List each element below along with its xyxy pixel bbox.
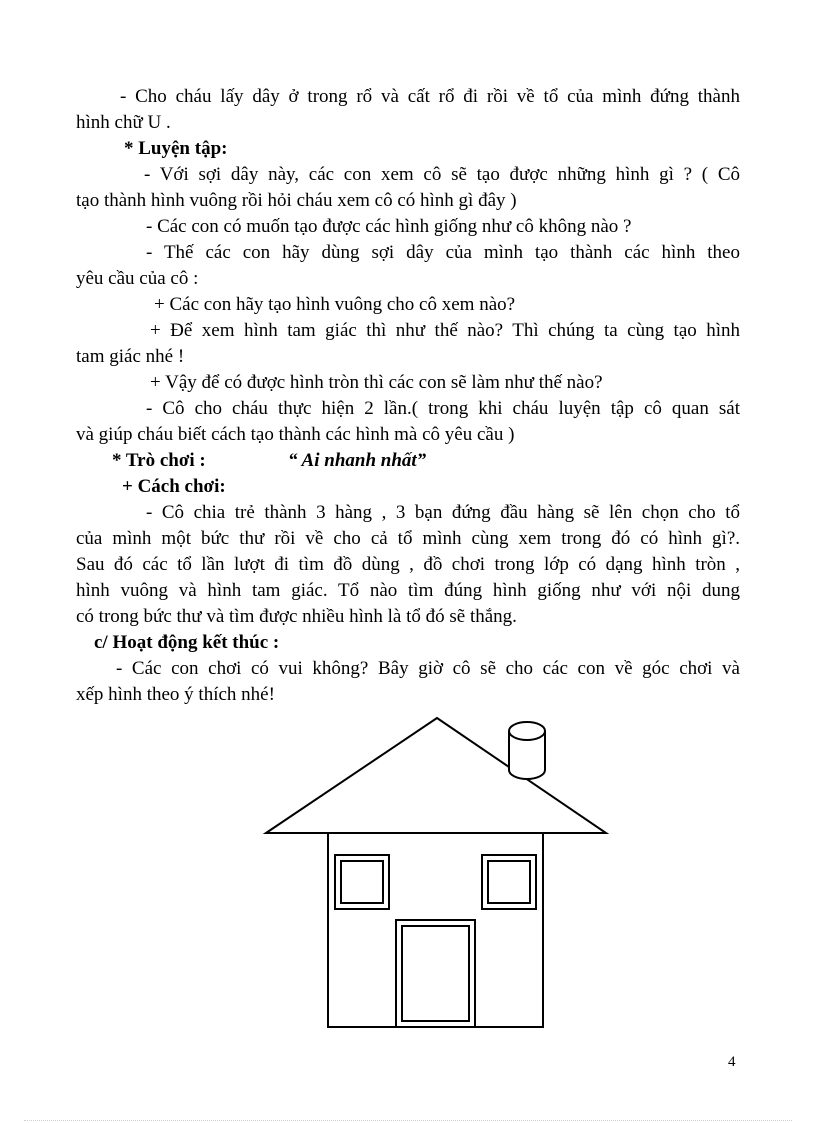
page-number: 4 (728, 1054, 736, 1070)
paragraph-line: của mình một bức thư rồi về cho cả tổ mình cùng xem trong đó có hình gì?. (76, 528, 740, 549)
paragraph-line: + Để xem hình tam giác thì như thế nào? Thì chúng ta cùng tạo hình (150, 320, 740, 341)
paragraph-line: có trong bức thư và tìm được nhiều hình là tổ đó sẽ thắng. (76, 606, 517, 627)
paragraph-line: - Thế các con hãy dùng sợi dây của mình tạo thành các hình theo (146, 242, 740, 263)
paragraph-line: yêu cầu của cô : (76, 268, 199, 289)
paragraph-line: hình vuông và hình tam giác. Tổ nào tìm đúng hình giống như với nội dung (76, 580, 740, 601)
house-window-right-inner (488, 861, 530, 903)
paragraph-line: - Với sợi dây này, các con xem cô sẽ tạo được những hình gì ? ( Cô (144, 164, 740, 185)
paragraph-line: + Vậy để có được hình tròn thì các con sẽ làm như thế nào? (150, 372, 603, 393)
house-roof (266, 718, 606, 833)
paragraph-line: tam giác nhé ! (76, 346, 185, 367)
paragraph-line: - Cô cho cháu thực hiện 2 lần.( trong khi cháu luyện tập cô quan sát (146, 398, 740, 419)
section-heading-hoat-dong-ket-thuc: c/ Hoạt động kết thúc : (94, 632, 280, 653)
subheading-cach-choi: + Cách chơi: (122, 476, 226, 497)
footer-divider (24, 1120, 792, 1121)
paragraph-line: - Cô chia trẻ thành 3 hàng , 3 bạn đứng đầu hàng sẽ lên chọn cho tổ (146, 502, 740, 523)
section-heading-tro-choi: * Trò chơi : (112, 450, 206, 471)
paragraph-line: - Các con có muốn tạo được các hình giống như cô không nào ? (146, 216, 632, 237)
paragraph-line: và giúp cháu biết cách tạo thành các hình mà cô yêu cầu ) (76, 424, 515, 445)
section-heading-luyen-tap: * Luyện tập: (124, 138, 228, 159)
house-chimney-top (509, 722, 545, 740)
paragraph-line: xếp hình theo ý thích nhé! (76, 684, 275, 705)
paragraph-line: hình chữ U . (76, 112, 171, 133)
paragraph-line: + Các con hãy tạo hình vuông cho cô xem nào? (154, 294, 516, 315)
game-title: “ Ai nhanh nhất” (288, 450, 427, 471)
paragraph-line: - Các con chơi có vui không? Bây giờ cô sẽ cho các con về góc chơi và (116, 658, 740, 679)
house-window-left-inner (341, 861, 383, 903)
paragraph-line: Sau đó các tổ lần lượt đi tìm đồ dùng , đồ chơi trong lớp có dạng hình tròn , (76, 554, 740, 575)
paragraph-line: - Cho cháu lấy dây ở trong rổ và cất rổ đi rồi về tổ của mình đứng thành (120, 86, 740, 107)
house-door-inner (402, 926, 469, 1021)
paragraph-line: tạo thành hình vuông rồi hỏi cháu xem cô có hình gì đây ) (76, 190, 517, 211)
